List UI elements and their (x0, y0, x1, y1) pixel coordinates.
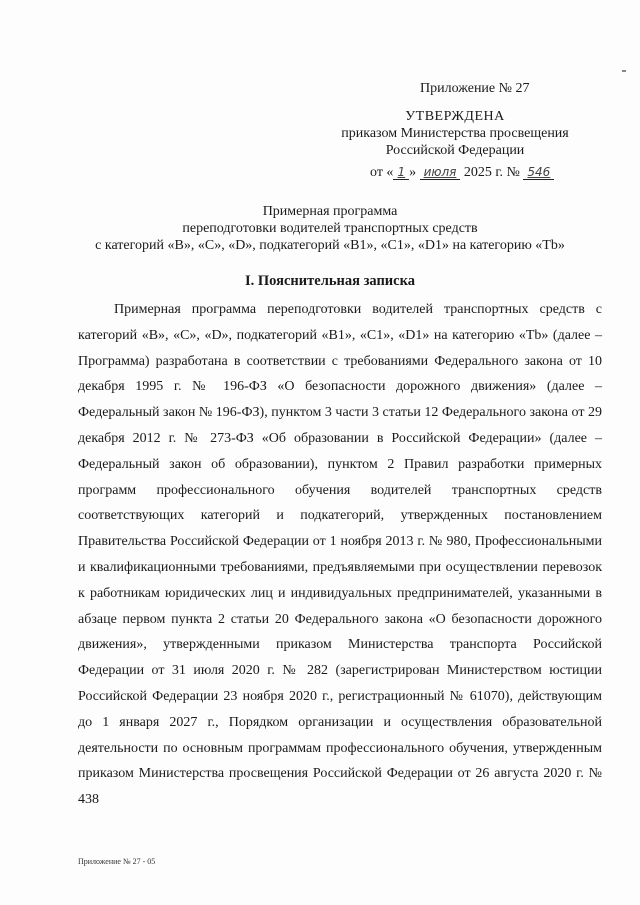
scan-mark (622, 70, 626, 72)
appendix-label: Приложение № 27 (420, 81, 530, 96)
section-heading: I. Пояснительная записка (245, 273, 415, 289)
page-footer: Приложение № 27 - 05 (78, 857, 156, 866)
program-title-line2: переподготовки водителей транспортных средств (182, 221, 478, 236)
program-title-line1: Примерная программа (262, 204, 398, 219)
body-paragraph: Примерная программа переподготовки водителей транспортных средств с категорий «B», «C», «D», подкатегорий «B1», «C1», «D1» на категорию «Tb» (далее – Программа) разработана в соответствии с требованиями Федерального закона от 10 декабря 1995 г. № 196-ФЗ «О безопасности дорожного движения» (далее – Федеральный закон № 196-ФЗ), пунктом 3 части 3 статьи 12 Федерального закона от 29 декабря 2012 г. № 273-ФЗ «Об образовании в Российской Федерации» (далее – Федеральный закон об образовании), пунктом 2 Правил разработки примерных программ профессионального обучения водителей транспортных средств соответствующих категорий и подкатегорий, утвержденных постановлением Правительства Российской Федерации от 1 ноября 2013 г. № 980, Профессиональными и квалификационными требованиями, предъявляемыми при осуществлении перевозок к работникам юридических лиц и индивидуальных предпринимателей, указанными в абзаце первом пункта 2 статьи 20 Федерального закона «О безопасности дорожного движения», утвержденными приказом Министерства транспорта Российской Федерации от 31 июля 2020 г. № 282 (зарегистрирован Министерством юстиции Российской Федерации 23 ноября 2020 г., регистрационный № 61070), действующим до 1 января 2027 г., Порядком организации и осуществления образовательной деятельности по основным программам профессионального обучения, утвержденным приказом Министерства просвещения Российской Федерации от 26 августа 2020 г. № 438 (78, 302, 602, 808)
date-prefix: от « (370, 165, 394, 180)
order-date-line (370, 165, 554, 181)
order-country-line: Российской Федерации (385, 143, 525, 158)
date-year: 2025 г. № (463, 165, 520, 180)
approved-heading: УТВЕРЖДЕНА (405, 109, 505, 124)
approval-block (330, 108, 580, 159)
date-day-handwritten: 1 (393, 165, 409, 180)
order-number-handwritten: 546 (523, 165, 554, 180)
program-title-line3: с категорий «B», «C», «D», подкатегорий «B1», «C1», «D1» на категорию «Tb» (95, 238, 565, 253)
date-mid: » (409, 165, 417, 180)
body-text (78, 297, 602, 813)
date-month-handwritten: июля (420, 165, 461, 180)
program-title (80, 203, 580, 254)
order-ministry-line: приказом Министерства просвещения (341, 126, 569, 141)
